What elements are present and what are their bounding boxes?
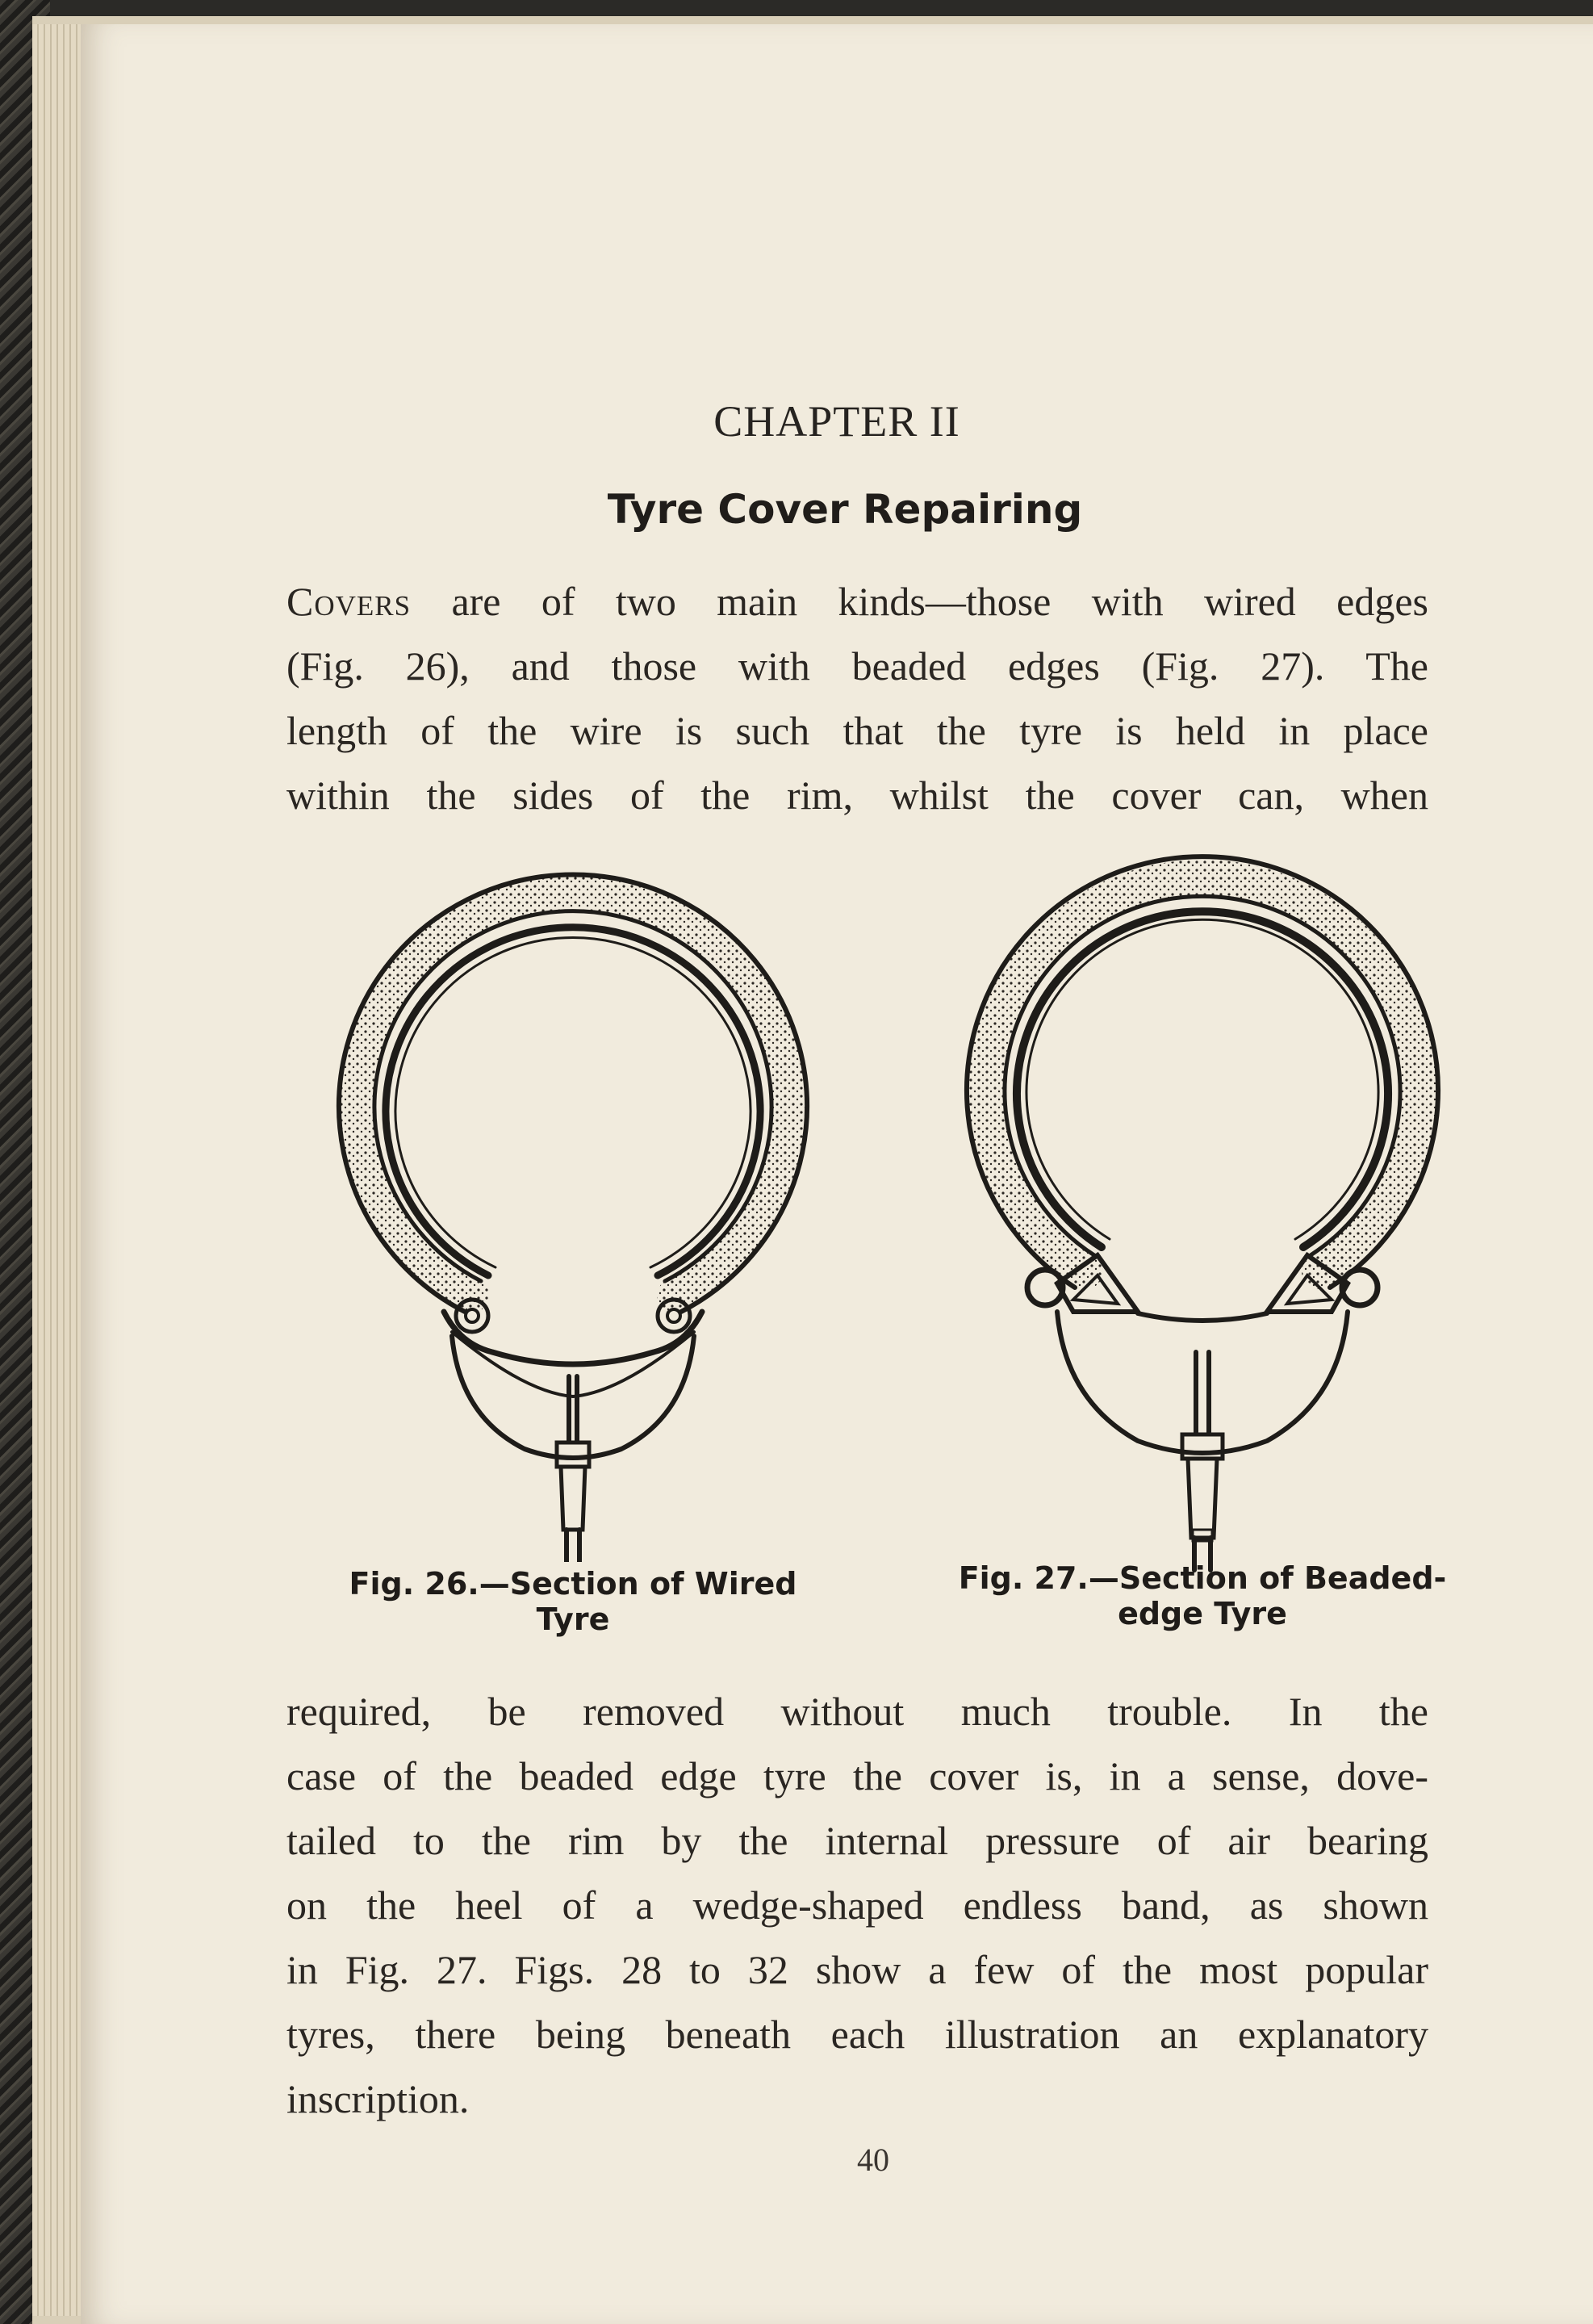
paragraph-line: within the sides of the rim, whilst the cover can, when [286,773,1428,818]
book-page [81,24,1593,2324]
figure-26-wired-tyre [323,860,823,1562]
paragraph-1 [286,569,1428,827]
paragraph-line: on the heel of a wedge-shaped endless band, as shown [286,1882,1428,1928]
paragraph-line: Covers are of two main kinds—those with wired edges [286,579,1428,624]
paragraph-line: length of the wire is such that the tyre is held in place [286,708,1428,753]
paragraph-line: (Fig. 26), and those with beaded edges (Fig. 27). The [286,643,1428,689]
paragraph-2 [286,1679,1428,2131]
caption-line: edge Tyre [1118,1596,1287,1631]
figure-27-caption [920,1560,1485,1631]
paragraph-line: tyres, there being beneath each illustration an explanatory [286,2012,1428,2057]
section-title: Tyre Cover Repairing [607,486,1083,533]
caption-line: Fig. 26.—Section of Wired [349,1566,797,1602]
first-word: Covers [286,579,412,624]
paragraph-line: case of the beaded edge tyre the cover is, in a sense, dove- [286,1753,1428,1798]
paragraph-line: in Fig. 27. Figs. 28 to 32 show a few of the most popular [286,1947,1428,1992]
caption-line: Tyre [536,1602,610,1637]
paragraph-line: inscription. [286,2076,470,2121]
figure-26-caption [323,1566,823,1637]
paragraph-line: required, be removed without much trouble. In the [286,1689,1428,1734]
paragraph-line: tailed to the rim by the internal pressure of air bearing [286,1818,1428,1863]
figure-27-beaded-edge-tyre [936,835,1469,1586]
caption-line: Fig. 27.—Section of Beaded- [958,1560,1447,1596]
page-number: 40 [857,2142,889,2178]
chapter-heading: CHAPTER II [713,397,960,446]
